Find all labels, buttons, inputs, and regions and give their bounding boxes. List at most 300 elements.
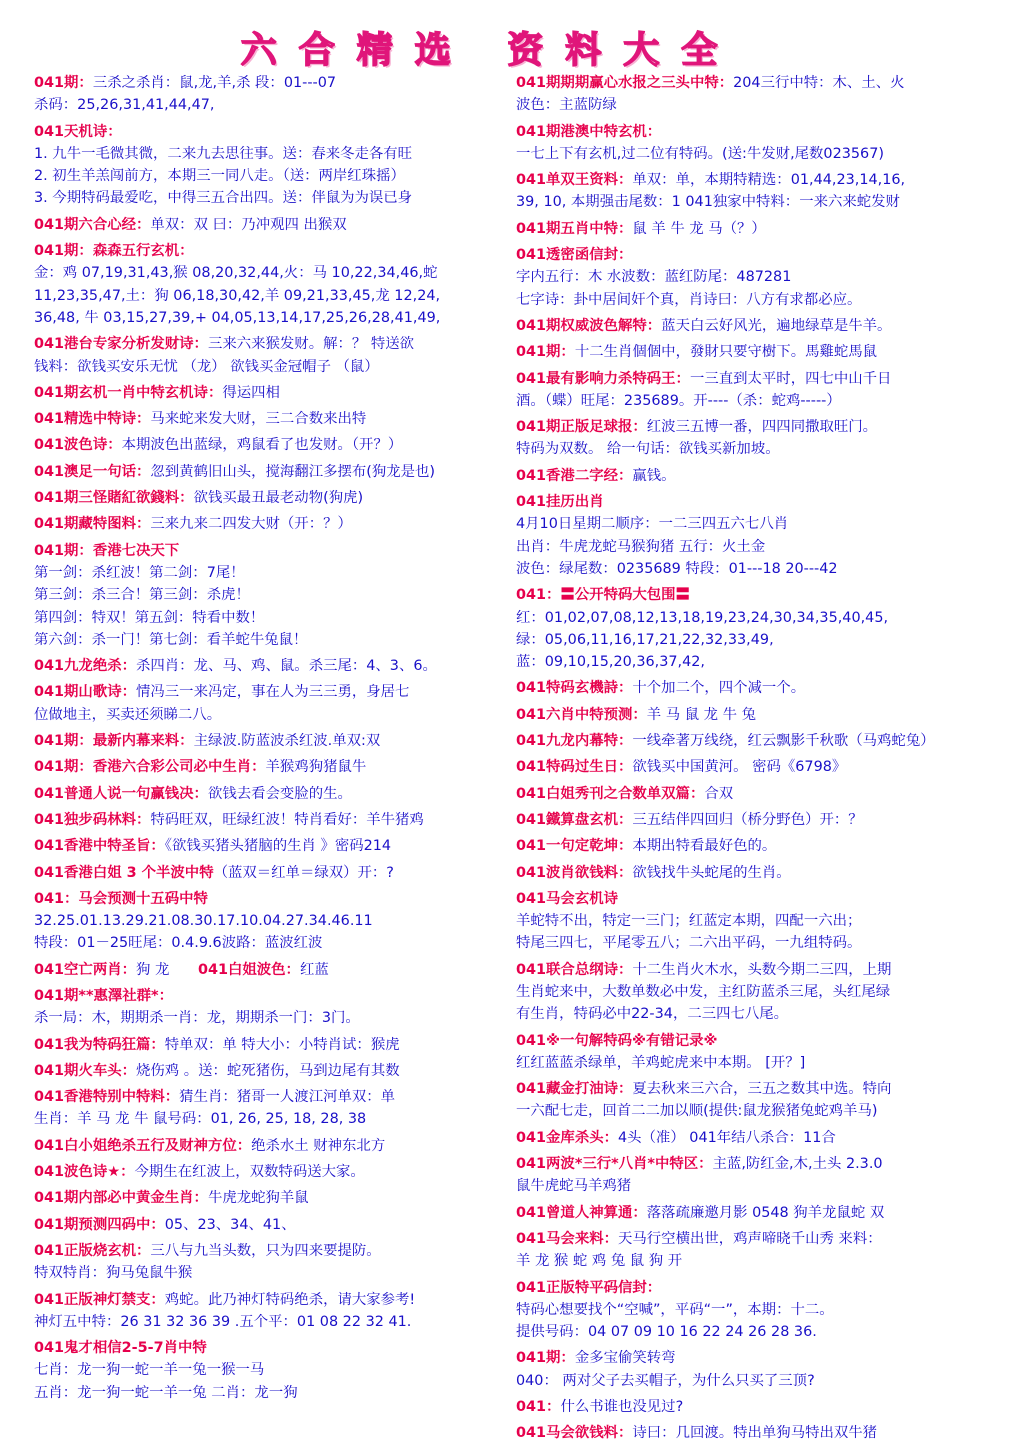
section-heading: 041特码过生日： [516,759,633,776]
section-heading: 041期：最新内幕来料： [34,733,194,750]
section-text: 红：01,02,07,08,12,13,18,19,23,24,30,34,35,40,45, [516,609,889,626]
section-text: 05、23、34、41、 [164,1216,296,1233]
section-text: 牛虎龙蛇狗羊鼠 [207,1190,309,1207]
section-heading: 041期权威波色解特： [516,317,662,334]
section-text: 鼠牛虎蛇马羊鸡猪 [516,1178,632,1195]
text-line [516,910,996,932]
text-line [516,1030,996,1052]
section-block [34,1289,510,1334]
section-text: 36,48, 牛 03,15,27,39,+ 04,05,13,14,17,25,26,28,41,49, [34,309,441,326]
section-text: 波色：主蓝防绿 [516,97,617,114]
section-block [34,985,510,1030]
section-text: 主蓝,防红金,木,土头 2.3.0 [712,1156,883,1173]
section-text: 三杀之杀肖：鼠,龙,羊,杀 段：01---07 [92,75,337,91]
text-line [34,487,510,509]
text-line [34,1337,510,1359]
section-text: 欲钱买最丑最老动物(狗虎) [193,490,364,507]
section-text: 单双：单，本期特精选：01,44,23,14,16, [632,172,906,189]
text-line [516,169,996,191]
section-block [516,1202,996,1224]
text-line [34,540,510,562]
text-line [34,888,510,910]
section-heading: 041期五肖中特： [516,220,633,237]
text-line [34,562,510,584]
section-heading: 041马会玄机诗 [516,890,618,907]
section-text: 特尾三四七，平尾零五八；二六出平码，一九组特码。 [516,935,862,952]
text-line [34,1311,510,1333]
text-line [516,629,996,651]
text-line [516,315,996,337]
section-text: 三八与九当头数，只为四来要提防。 [150,1242,381,1259]
section-text: 合双 [704,785,734,802]
text-line [516,1052,996,1074]
section-heading: 041两波*三行*八肖*中特区： [516,1156,713,1173]
section-text: 杀四肖：龙、马、鸡、鼠。杀三尾：4、3、6。 [136,658,437,675]
section-text: 落落疏廉邀月影 0548 狗羊龙鼠蛇 双 [646,1204,885,1221]
section-text: 出肖：牛虎龙蛇马猴狗猪 五行：火土金 [516,538,766,555]
text-line [516,390,996,412]
section-block [34,809,510,831]
text-line [516,558,996,580]
section-heading: 041白姐秀刊之合数单双篇： [516,785,705,802]
section-block [34,1214,510,1236]
section-heading: 041期六合心经： [34,216,151,233]
section-heading: 041期期期赢心水报之三头中特： [516,75,734,91]
section-heading: 041期： [34,75,93,91]
section-text: （蓝双＝红单＝绿双）开：? [213,864,394,881]
text-line [516,1347,996,1369]
text-line [516,244,996,266]
text-line [516,416,996,438]
section-block [34,1060,510,1082]
text-line [516,888,996,910]
text-line [516,809,996,831]
section-text: 杀一局：木，期期杀一肖：龙，期期杀一门：3门。 [34,1010,360,1027]
section-text: 鼠 羊 牛 龙 马（？） [632,220,766,237]
text-line [34,584,510,606]
text-line [34,262,510,284]
text-line [34,143,510,165]
section-heading: 041：〓公开特码大包围〓 [516,587,690,604]
section-heading: 041期：森森五行玄机： [34,243,194,260]
section-block [34,382,510,404]
section-text: 今期生在红波上，双数特码送大家。 [134,1164,365,1181]
section-text: 一六配七走，回首二二加以顺(提供:鼠龙猴猪兔蛇鸡羊马) [516,1103,878,1120]
section-block [516,730,996,752]
section-block [516,835,996,857]
text-line [34,959,510,981]
section-text: 酒。（蝶）旺尾：235689。开----（杀：蛇鸡-----） [516,392,841,409]
text-line [34,1161,510,1183]
section-block [516,1396,996,1418]
banner-title: 六合精选 资料大全 [240,30,740,71]
text-line [34,704,510,726]
section-block [34,487,510,509]
inline-text: 红蓝 [299,961,329,978]
section-heading: 041曾道人神算通： [516,1204,647,1221]
section-heading: 041港台专家分析发财诗： [34,336,208,353]
left-column [34,72,510,1408]
section-block [516,704,996,726]
section-text: 杀码：25,26,31,41,44,47, [34,97,215,114]
section-block [34,959,510,981]
section-heading: 041挂历出肖 [516,494,604,511]
section-heading: 041期预测四码中： [34,1216,165,1233]
section-heading: 041波色诗★： [34,1164,135,1181]
section-text: 五肖：龙一狗一蛇一羊一兔 二肖：龙一狗 [34,1384,298,1401]
section-text: 11,23,35,47,土：狗 06,18,30,42,羊 09,21,33,45,龙 12,24, [34,287,441,304]
section-text: 羊猴鸡狗猪鼠牛 [265,759,367,776]
section-block [516,959,996,1026]
section-text: 有生肖，特码必中22-34，二三四七八尾。 [516,1006,789,1023]
text-line [516,1127,996,1149]
section-block [34,835,510,857]
section-block [34,434,510,456]
text-line [516,368,996,390]
section-block [34,1034,510,1056]
text-line [34,285,510,307]
text-line [34,307,510,329]
text-line [34,730,510,752]
text-line [516,584,996,606]
section-heading: 041独步码林料： [34,811,151,828]
section-heading: 041鬼才相信2-5-7肖中特 [34,1340,207,1357]
text-line [34,1135,510,1157]
text-line [34,461,510,483]
section-text: 十二生肖個個中，發財只要守樹下。馬雞蛇馬鼠 [574,344,878,361]
section-text: 本期出特看最好色的。 [632,838,777,855]
text-line [516,513,996,535]
text-line [34,1108,510,1130]
inline-heading: 041白姐波色： [197,961,300,978]
section-block [34,730,510,752]
text-line [516,932,996,954]
section-heading: 041波色诗： [34,437,122,454]
section-block [516,1153,996,1198]
text-line [34,756,510,778]
section-heading: 041期三怪賭紅欲錢料： [34,490,194,507]
section-text: 绝杀水土 财神东北方 [251,1137,386,1154]
text-line [516,121,996,143]
text-line [516,677,996,699]
section-text: 《欲钱买猪头猪脑的生肖 》密码214 [164,838,392,855]
section-text: 羊 龙 猴 蛇 鸡 兔 鼠 狗 开 [516,1253,683,1270]
section-block [34,461,510,483]
text-line [516,341,996,363]
section-heading: 041期： [516,1350,575,1367]
text-line [516,730,996,752]
section-text: 绿：05,06,11,16,17,21,22,32,33,49, [516,631,774,648]
section-text: 4月10日星期二顺序：一二三四五六七八肖 [516,516,789,533]
section-block [516,341,996,363]
section-block [516,169,996,214]
section-heading: 041联合总纲诗： [516,961,633,978]
section-heading: 041正版烧玄机： [34,1242,151,1259]
text-line [516,94,996,116]
section-text: 诗曰：几回渡。特出单狗马特出双牛猪 [632,1425,878,1442]
section-block [34,888,510,955]
section-text: 马来蛇来发大财，三二合数来出特 [150,411,367,428]
right-column [516,72,996,1449]
text-line [516,959,996,981]
section-text: 提供号码：04 07 09 10 16 22 24 26 28 36. [516,1324,817,1341]
text-line [516,835,996,857]
section-heading: 041期： [516,344,575,361]
section-heading: 041期正版足球报： [516,419,647,436]
text-line [516,1003,996,1025]
text-line [516,536,996,558]
section-heading: 041期：香港六合彩公司必中生肖： [34,759,266,776]
section-block [516,756,996,778]
section-block [34,862,510,884]
text-line [34,1359,510,1381]
text-line [34,1007,510,1029]
section-text: 三五结伴四回归（桥分野色）开：？ [632,811,863,828]
section-heading: 041期藏特图料： [34,516,151,533]
section-block [34,72,510,117]
section-heading: 041最有影响力杀特码王： [516,370,690,387]
section-text: 39, 10, 本期强击尾数：1 041独家中特料：一来六来蛇发财 [516,194,900,211]
section-heading: 041期火车头： [34,1062,136,1079]
text-line [34,1214,510,1236]
section-block [516,677,996,699]
text-line [516,465,996,487]
section-text: 特单双：单 特大小：小特肖试：猴虎 [164,1036,400,1053]
text-line [34,607,510,629]
text-line [34,932,510,954]
text-line [516,1422,996,1444]
section-text: 烧伤鸡 。送：蛇死猪伤，马到边尾有其数 [136,1062,400,1079]
section-text: 生肖：羊 马 龙 牛 鼠号码：01, 26, 25, 18, 28, 38 [34,1111,367,1128]
section-block [34,513,510,535]
section-block [34,783,510,805]
section-heading: 041白小姐绝杀五行及财神方位： [34,1137,252,1154]
section-text: 羊 马 鼠 龙 牛 兔 [646,706,756,723]
section-block [516,244,996,311]
section-block [34,214,510,236]
text-line [516,1299,996,1321]
section-block [516,584,996,673]
section-text: 天马行空横出世，鸡声啼晓千山秀 来料： [618,1230,882,1247]
section-heading: 041波肖欲钱料： [516,864,633,881]
text-line [34,1086,510,1108]
section-block [34,756,510,778]
text-line [34,240,510,262]
section-text: 狗 龙 [136,961,174,978]
section-heading: 041精选中特诗： [34,411,151,428]
section-block [516,465,996,487]
section-block [34,1187,510,1209]
section-text: 一七上下有玄机,过二位有特码。(送:牛发财,尾数023567) [516,145,884,162]
section-heading: 041正版特平码信封： [516,1279,662,1296]
section-heading: 041九龙绝杀： [34,658,136,675]
section-heading: 041香港白姐 3 个半波中特 [34,864,214,881]
section-text: 主绿波.防蓝波杀红波.单双:双 [193,733,381,750]
section-text: 得运四相 [222,384,280,401]
section-text: 字内五行：木 水波数：蓝红防尾：487281 [516,269,792,286]
section-heading: 041空亡两肖： [34,961,136,978]
text-line [516,72,996,94]
section-text: 生肖蛇来中，大数单数必中发，主红防蓝杀三尾，头红尾绿 [516,983,891,1000]
text-line [516,1175,996,1197]
text-line [516,1228,996,1250]
text-line [34,382,510,404]
section-block [516,783,996,805]
section-heading: 041九龙内幕特： [516,733,633,750]
section-heading: 041期玄机一肖中特玄机诗： [34,384,223,401]
section-text: 1. 九牛一毛微其微，二来九去思往事。送：春来冬走各有旺 [34,145,413,162]
section-text: 特码旺双，旺绿红波！特肖看好：羊牛猪鸡 [150,811,424,828]
section-heading: 041普通人说一句赢钱决： [34,785,208,802]
text-line [34,910,510,932]
section-heading: 041藏金打油诗： [516,1081,633,1098]
section-text: 什么书谁也没见过? [560,1399,684,1416]
section-block [516,315,996,337]
text-line [516,607,996,629]
text-line [516,1078,996,1100]
text-line [34,94,510,116]
section-text: 七肖：龙一狗一蛇一羊一兔一猴一马 [34,1362,265,1379]
text-line [516,981,996,1003]
section-heading: 041期内部必中黄金生肖： [34,1190,208,1207]
section-heading: 041香港二字经： [516,467,633,484]
section-heading: 041单双王资料： [516,172,633,189]
section-heading: 041期港澳中特玄机： [516,123,662,140]
text-line [516,651,996,673]
section-text: 神灯五中特：26 31 32 36 39 .五个平：01 08 22 32 41. [34,1313,412,1330]
text-line [516,438,996,460]
text-line [34,165,510,187]
section-block [34,408,510,430]
section-block [516,1422,996,1444]
section-text: 金：鸡 07,19,31,43,猴 08,20,32,44,火：马 10,22,34,46,蛇 [34,265,438,282]
section-text: 猜生肖：猪哥一人渡江河单双：单 [179,1089,396,1106]
section-block [516,491,996,580]
section-text: 金多宝偷笑转弯 [574,1350,676,1367]
section-text: 蓝：09,10,15,20,36,37,42, [516,654,705,671]
section-heading: 041期：香港七决天下 [34,542,180,559]
text-line [516,1250,996,1272]
section-block [34,681,510,726]
section-text: 欲钱去看会变脸的生。 [207,785,352,802]
section-block [516,72,996,117]
section-text: 红波三五博一番，四四同撒取旺门。 [646,419,878,436]
section-block [516,1277,996,1344]
section-block [34,121,510,210]
section-block [34,655,510,677]
text-line [34,629,510,651]
text-line [34,513,510,535]
text-line [516,862,996,884]
section-block [34,240,510,329]
section-heading: 041鐵算盘玄机： [516,811,633,828]
section-text: 位做地主，买卖还须睇二八。 [34,706,222,723]
text-line [516,756,996,778]
section-text: 夏去秋来三六合，三五之数其中选。特向 [632,1081,892,1098]
text-line [516,1277,996,1299]
section-heading: 041金库杀头： [516,1129,618,1146]
text-line [34,356,510,378]
text-line [34,214,510,236]
section-block [34,540,510,651]
text-line [34,835,510,857]
section-heading: 041澳足一句话： [34,463,151,480]
section-text: 鸡蛇。此乃神灯特码绝杀，请大家参考! [164,1291,416,1308]
section-block [516,121,996,166]
text-line [34,333,510,355]
section-heading: 041期**惠澤社群*： [34,987,173,1004]
section-text: 一三直到太平时，四七中山千日 [689,370,892,387]
section-text: 第六剑：杀一门！第七剑：看羊蛇牛兔鼠！ [34,631,308,648]
section-text: 钱料：欲钱买安乐无忧 （龙） 欲钱买金冠帽子 （鼠） [34,358,379,375]
section-heading: 041马会来料： [516,1230,618,1247]
section-text: 4头（准） 041年结八杀合：11合 [618,1129,836,1146]
section-text: 欲钱找牛头蛇尾的生肖。 [632,864,791,881]
section-text: 第一剑：杀红波！第二剑：7尾！ [34,564,245,581]
text-line [516,266,996,288]
section-block [516,809,996,831]
section-text: 本期波色出蓝绿，鸡鼠看了也发财。（开？） [121,437,403,454]
text-line [34,408,510,430]
section-text: 十二生肖火木水，头数今期二三四，上期 [632,961,892,978]
text-line [516,1370,996,1392]
section-text: 三来六来猴发财。解：？ 特送欲 [207,336,414,353]
section-text: 204三行中特：木、土、火 [733,75,905,91]
text-line [34,681,510,703]
text-line [34,1382,510,1404]
text-line [34,1060,510,1082]
text-line [516,491,996,513]
section-text: 2. 初生羊羔闯前方，本期三一同八走。（送：两岸红珠摇） [34,168,405,185]
text-line [516,218,996,240]
section-heading: 041： [516,1399,561,1416]
section-heading: 041※一句解特码※有错记录※ [516,1032,718,1049]
text-line [34,809,510,831]
text-line [34,72,510,94]
section-text: 特码心想要找个“空喊”，平码“一”，本期：十二。 [516,1301,834,1318]
section-block [516,1347,996,1392]
section-text: 一线牵著万线绕，红云飘影千秋歌（马鸡蛇兔） [632,733,935,750]
section-text: 七字诗：卦中居间奸个真，肖诗曰：八方有求都必应。 [516,291,862,308]
section-text: 特双特肖：狗马兔鼠牛猴 [34,1265,193,1282]
section-heading: 041一句定乾坤： [516,838,633,855]
section-text: 赢钱。 [632,467,676,484]
text-line [34,655,510,677]
section-block [516,888,996,955]
text-line [34,783,510,805]
section-block [34,333,510,378]
section-text: 忽到黄鹤旧山头，搅海翻江多摆布(狗龙是也) [150,463,436,480]
section-heading: 041天机诗： [34,123,122,140]
section-text: 蓝天白云好风光，遍地绿草是牛羊。 [661,317,892,334]
section-heading: 041期山歌诗： [34,684,136,701]
text-line [34,862,510,884]
section-text: 第三剑：杀三合！第三剑：杀虎！ [34,587,250,604]
section-text: 红红蓝蓝杀绿单，羊鸡蛇虎来中本期。 [开？] [516,1054,806,1071]
text-line [34,187,510,209]
section-text: 3. 今期特码最爱吃，中得三五合出四。送：伴鼠为为误已身 [34,190,413,207]
text-line [34,1034,510,1056]
section-text: 波色：绿尾数：0235689 特段：01---18 20---42 [516,560,838,577]
text-line [516,783,996,805]
section-text: 十个加二个，四个减一个。 [632,680,806,697]
text-line [34,434,510,456]
text-line [516,143,996,165]
section-block [516,1127,996,1149]
text-line [516,1100,996,1122]
text-line [516,1153,996,1175]
section-block [516,1228,996,1273]
